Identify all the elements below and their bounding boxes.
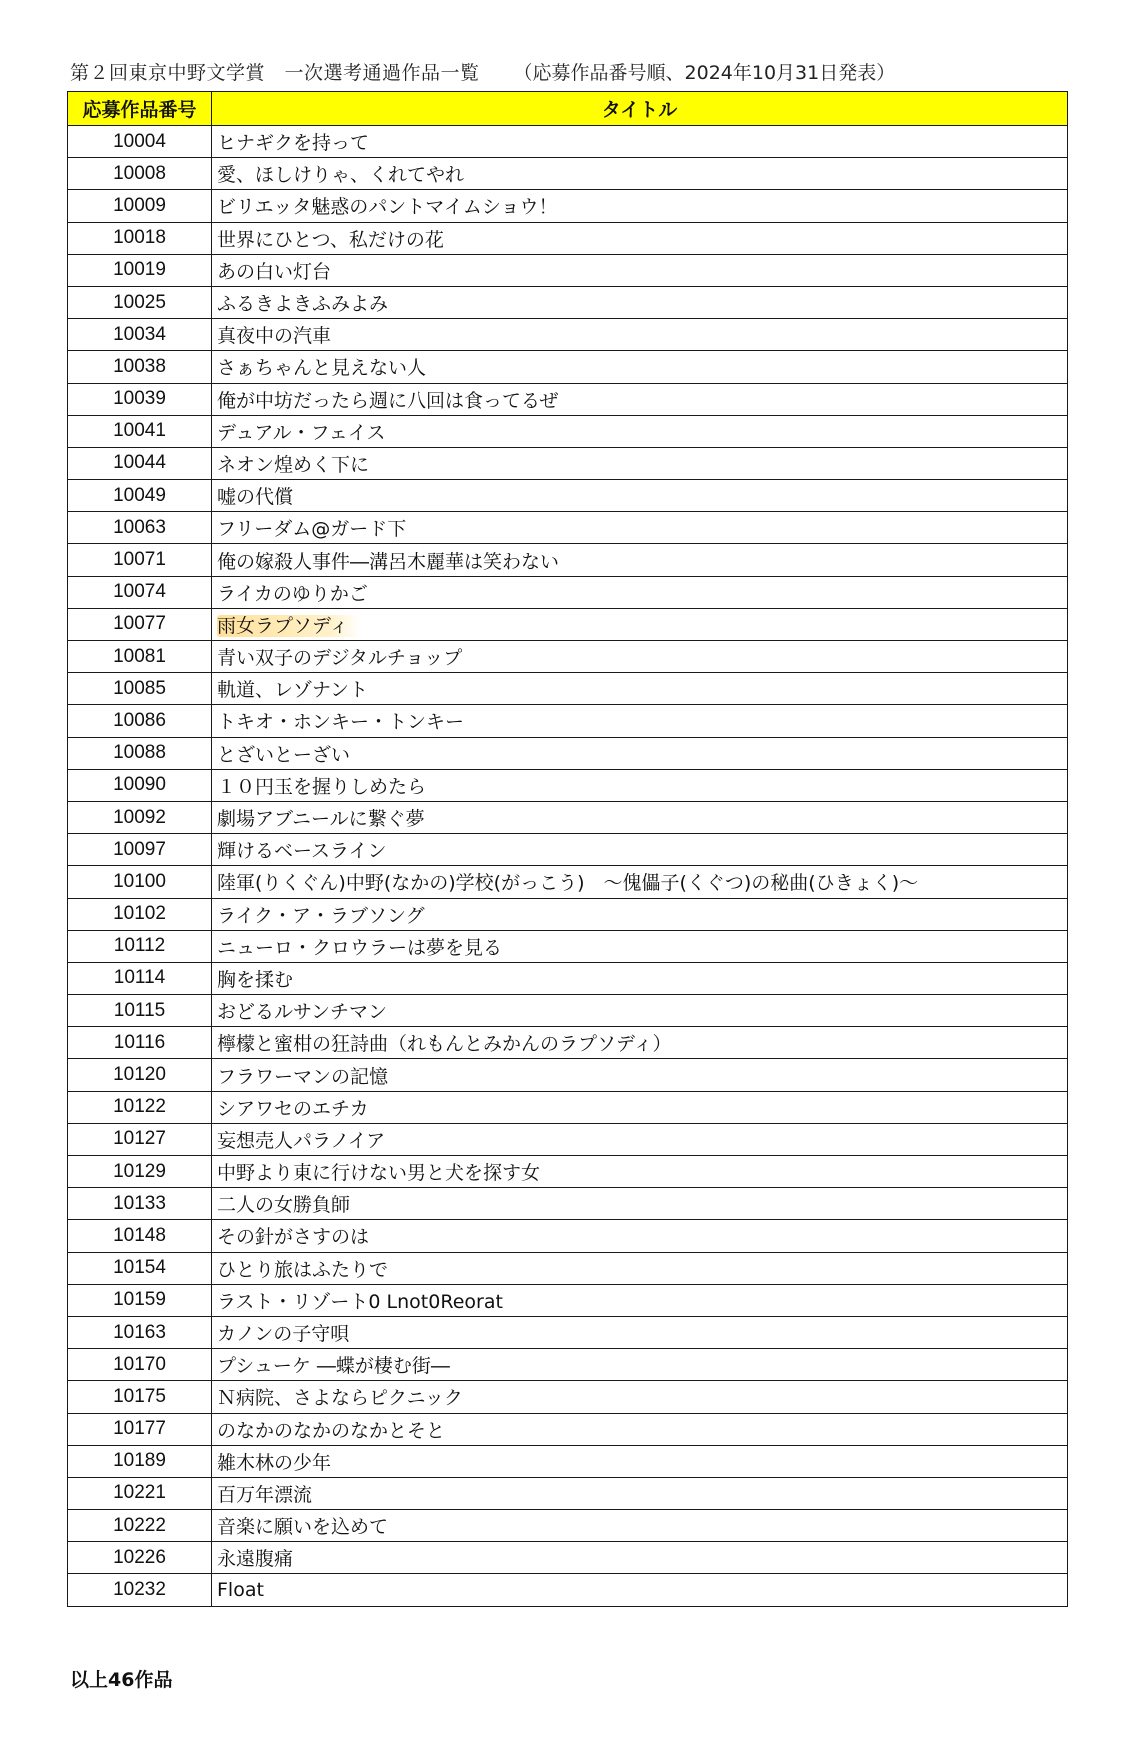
entry-title-cell (212, 1123, 1068, 1155)
entry-title: 音楽に願いを込めて (217, 1516, 389, 1539)
entry-title-cell (212, 737, 1068, 769)
entry-number: 10159 (68, 1284, 212, 1316)
entry-title: プシューケ ―蝶が棲む街― (217, 1355, 450, 1378)
column-header-entry-number: 応募作品番号 (68, 92, 212, 126)
column-header-title: タイトル (212, 92, 1068, 126)
entry-number: 10049 (68, 480, 212, 512)
entry-title: ライク・ア・ラブソング (217, 904, 425, 927)
table-row (68, 158, 1068, 190)
entry-title: 世界にひとつ、私だけの花 (217, 228, 444, 251)
entry-title-cell (212, 769, 1068, 801)
entry-number: 10071 (68, 544, 212, 576)
table-row (68, 1477, 1068, 1509)
table-row (68, 1316, 1068, 1348)
entry-number: 10090 (68, 769, 212, 801)
entry-number: 10092 (68, 801, 212, 833)
entry-title: トキオ・ホンキー・トンキー (217, 711, 465, 734)
entry-title-cell (212, 1284, 1068, 1316)
table-row (68, 512, 1068, 544)
entry-title-cell (212, 641, 1068, 673)
entry-title: １０円玉を握りしめたら (217, 775, 427, 798)
table-row (68, 995, 1068, 1027)
entry-title: 雑木林の少年 (217, 1451, 332, 1474)
entry-title-cell (212, 1477, 1068, 1509)
entry-title-cell (212, 995, 1068, 1027)
entry-title: ニューロ・クロウラーは夢を見る (217, 936, 503, 959)
entry-number: 10102 (68, 898, 212, 930)
entry-title: ライカのゆりかご (217, 582, 368, 605)
entry-number: 10232 (68, 1574, 212, 1606)
table-row (68, 1188, 1068, 1220)
table-row (68, 737, 1068, 769)
table-row (68, 286, 1068, 318)
entry-title: 劇場アブニールに繋ぐ夢 (217, 808, 425, 831)
entry-title: 永遠腹痛 (217, 1548, 294, 1571)
entry-number: 10222 (68, 1510, 212, 1542)
entry-title: 真夜中の汽車 (217, 325, 332, 348)
entry-title-cell (212, 480, 1068, 512)
entry-number: 10226 (68, 1542, 212, 1574)
table-row (68, 769, 1068, 801)
entry-title-highlighted: 雨女ラプソディ (217, 615, 360, 637)
entry-number: 10177 (68, 1413, 212, 1445)
entry-title: ひとり旅はふたりで (217, 1258, 389, 1281)
table-row (68, 1156, 1068, 1188)
table-row (68, 1091, 1068, 1123)
entry-number: 10034 (68, 319, 212, 351)
entry-title: Ｎ病院、さよならピクニック (217, 1387, 463, 1410)
entry-title: 妄想売人パラノイア (217, 1129, 386, 1152)
entry-title-cell (212, 415, 1068, 447)
table-row (68, 898, 1068, 930)
entry-title-cell (212, 126, 1068, 158)
entry-title-cell (212, 1156, 1068, 1188)
table-row (68, 1252, 1068, 1284)
entry-title: ふるきよきふみよみ (217, 293, 389, 316)
document-title: 第２回東京中野文学賞 一次選考通過作品一覧 (70, 62, 480, 84)
table-row (68, 447, 1068, 479)
table-row (68, 254, 1068, 286)
table-row (68, 1349, 1068, 1381)
entry-title-cell (212, 866, 1068, 898)
entry-title-cell (212, 222, 1068, 254)
entry-title-cell (212, 1027, 1068, 1059)
entry-title: おどるルサンチマン (217, 1001, 388, 1024)
entry-title-cell (212, 286, 1068, 318)
entry-title-cell (212, 673, 1068, 705)
table-row (68, 1574, 1068, 1606)
entry-title: のなかのなかのなかとそと (217, 1419, 446, 1442)
table-row (68, 930, 1068, 962)
entry-number: 10081 (68, 641, 212, 673)
entry-title-cell (212, 576, 1068, 608)
document-header (70, 58, 1070, 88)
entry-title-cell (212, 1188, 1068, 1220)
entry-title: 二人の女勝負師 (217, 1194, 351, 1217)
table-header-row (68, 92, 1068, 126)
table-row (68, 608, 1068, 640)
entry-title: 俺が中坊だったら週に八回は食ってるぜ (217, 389, 559, 412)
entry-title-cell (212, 319, 1068, 351)
entry-number: 10189 (68, 1445, 212, 1477)
entry-title-cell (212, 1316, 1068, 1348)
entry-number: 10008 (68, 158, 212, 190)
entry-title-cell (212, 447, 1068, 479)
entry-title: 百万年漂流 (217, 1483, 313, 1506)
entry-number: 10175 (68, 1381, 212, 1413)
entry-title: 愛、ほしけりゃ、くれてやれ (217, 164, 465, 187)
entry-number: 10120 (68, 1059, 212, 1091)
entry-title-cell (212, 705, 1068, 737)
table-row (68, 1542, 1068, 1574)
entry-title-cell (212, 1574, 1068, 1606)
table-row (68, 415, 1068, 447)
entry-title-cell (212, 962, 1068, 994)
entry-number: 10044 (68, 447, 212, 479)
entry-number: 10163 (68, 1316, 212, 1348)
entry-number: 10122 (68, 1091, 212, 1123)
entry-title: 軌道、レゾナント (217, 679, 369, 702)
table-row (68, 1381, 1068, 1413)
table-row (68, 834, 1068, 866)
entry-number: 10025 (68, 286, 212, 318)
entry-title-cell (212, 834, 1068, 866)
entry-number: 10129 (68, 1156, 212, 1188)
entry-title: ネオン煌めく下に (217, 453, 370, 476)
table-row (68, 576, 1068, 608)
entry-title-cell (212, 1542, 1068, 1574)
table-row (68, 1027, 1068, 1059)
entry-title-cell (212, 383, 1068, 415)
entry-title: ラスト・リゾート0 Lnot0Reorat (217, 1290, 503, 1313)
publication-note: （応募作品番号順、2024年10月31日発表） (513, 62, 896, 84)
entry-title-cell (212, 1349, 1068, 1381)
table-row (68, 705, 1068, 737)
table-row (68, 641, 1068, 673)
table-row (68, 383, 1068, 415)
entry-number: 10077 (68, 608, 212, 640)
entry-number: 10074 (68, 576, 212, 608)
table-row (68, 190, 1068, 222)
table-row (68, 673, 1068, 705)
entry-title: デュアル・フェイス (217, 421, 386, 444)
entry-number: 10115 (68, 995, 212, 1027)
entry-number: 10114 (68, 962, 212, 994)
entry-number: 10085 (68, 673, 212, 705)
entry-number: 10004 (68, 126, 212, 158)
entry-number: 10100 (68, 866, 212, 898)
entry-title: あの白い灯台 (217, 260, 332, 283)
table-row (68, 866, 1068, 898)
table-row (68, 351, 1068, 383)
entry-number: 10221 (68, 1477, 212, 1509)
entry-number: 10127 (68, 1123, 212, 1155)
entry-number: 10133 (68, 1188, 212, 1220)
entry-title-cell (212, 1510, 1068, 1542)
table-body (68, 126, 1068, 1607)
entry-title-cell (212, 1059, 1068, 1091)
entry-title: カノンの子守唄 (217, 1323, 350, 1346)
entry-title: その針がさすのは (217, 1226, 370, 1249)
table-row (68, 222, 1068, 254)
table-row (68, 480, 1068, 512)
entry-number: 10039 (68, 383, 212, 415)
entry-title-cell (212, 1413, 1068, 1445)
entry-number: 10038 (68, 351, 212, 383)
entry-title-cell (212, 1091, 1068, 1123)
entry-title-cell (212, 254, 1068, 286)
entry-title: 陸軍(りくぐん)中野(なかの)学校(がっこう) 〜傀儡子(くぐつ)の秘曲(ひきょく)〜 (217, 872, 919, 895)
entry-title: ヒナギクを持って (217, 132, 370, 155)
total-count: 以上46作品 (70, 1669, 173, 1691)
table-row (68, 1220, 1068, 1252)
entry-title: 青い双子のデジタルチョップ (217, 647, 463, 670)
entry-number: 10041 (68, 415, 212, 447)
entry-title-cell (212, 1252, 1068, 1284)
entry-title: 檸檬と蜜柑の狂詩曲（れもんとみかんのラプソディ） (217, 1033, 672, 1056)
entry-title-cell (212, 1220, 1068, 1252)
entry-title: シアワセのエチカ (217, 1097, 369, 1120)
entry-title: フリーダム@ガード下 (217, 518, 407, 541)
entry-title-cell (212, 1445, 1068, 1477)
entry-number: 10018 (68, 222, 212, 254)
entry-title: 俺の嫁殺人事件―溝呂木麗華は笑わない (217, 550, 560, 573)
entry-number: 10019 (68, 254, 212, 286)
entry-number: 10097 (68, 834, 212, 866)
entry-number: 10009 (68, 190, 212, 222)
table-row (68, 1413, 1068, 1445)
table-row (68, 126, 1068, 158)
entry-number: 10063 (68, 512, 212, 544)
table-row (68, 544, 1068, 576)
entry-title-cell (212, 544, 1068, 576)
table-row (68, 319, 1068, 351)
entry-title-cell (212, 351, 1068, 383)
entry-title: とざいとーざい (217, 743, 351, 766)
entry-number: 10086 (68, 705, 212, 737)
entry-number: 10148 (68, 1220, 212, 1252)
entry-title-cell (212, 930, 1068, 962)
table-row (68, 1123, 1068, 1155)
entry-number: 10116 (68, 1027, 212, 1059)
selection-table (67, 91, 1068, 1607)
entry-title-cell (212, 801, 1068, 833)
entry-title: 輝けるベースライン (217, 840, 387, 863)
entry-title: さぁちゃんと見えない人 (217, 357, 427, 380)
table-row (68, 801, 1068, 833)
entry-title-cell (212, 898, 1068, 930)
entry-title: フラワーマンの記憶 (217, 1065, 389, 1088)
entry-title: Float (217, 1579, 264, 1602)
entry-title: 中野より東に行けない男と犬を探す女 (217, 1162, 541, 1185)
entry-title: 胸を揉む (217, 968, 294, 991)
entry-title: 嘘の代償 (217, 486, 294, 509)
table-row (68, 962, 1068, 994)
entry-title-cell (212, 190, 1068, 222)
entry-title-cell (212, 512, 1068, 544)
entry-title-cell (212, 158, 1068, 190)
table-row (68, 1510, 1068, 1542)
table-row (68, 1284, 1068, 1316)
entry-title-cell (212, 1381, 1068, 1413)
entry-number: 10112 (68, 930, 212, 962)
table-row (68, 1445, 1068, 1477)
entry-number: 10088 (68, 737, 212, 769)
entry-title: ビリエッタ魅惑のパントマイムショウ！ (217, 196, 558, 219)
entry-number: 10154 (68, 1252, 212, 1284)
entry-title-cell (212, 608, 1068, 640)
entry-number: 10170 (68, 1349, 212, 1381)
table-row (68, 1059, 1068, 1091)
